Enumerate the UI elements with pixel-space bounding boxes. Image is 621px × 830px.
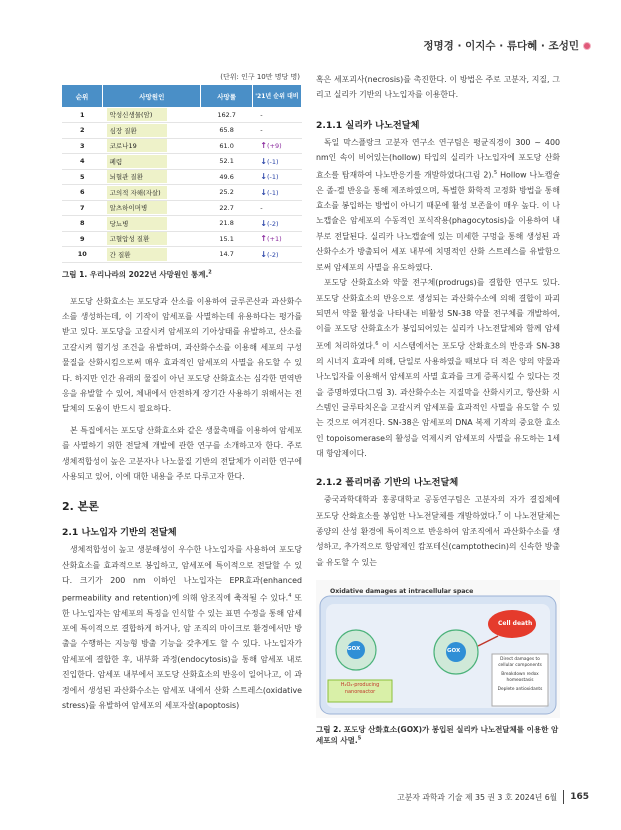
rate-cell: 49.6 [201,169,252,185]
change-text: (-2) [267,250,279,259]
right-p2-part-a: 포도당 산화효소와 약물 전구체(prodrugs)를 결합한 연구도 있다. 포도당 산화효소의 반응으로 생성되는 과산화수소에 의해 결합이 파괴되면서 약물 활성을 나타내는 비활성 SN-38 약물 전구체를 개발하여, 이를 포도당 산화효소가 봉입되어있는 실리카 나노전달체와 함께 암세포에 처리하였다. [316,278,560,351]
figure2-caption [316,724,560,746]
table-row [62,185,302,201]
cause-text: 간 질환 [107,248,167,261]
figure2-title: Oxidative damages at intracellular space [330,588,474,596]
table-row [62,138,302,154]
cause-text: 심장 질환 [107,124,167,137]
col-header-cause: 사망원인 [103,85,201,107]
rank-cell: 10 [62,247,103,263]
rank-cell: 6 [62,185,103,201]
gox-label-right: GOX [447,648,461,655]
change-text: (-1) [267,157,279,166]
right-paragraph-2 [316,275,560,462]
journal-info: 고분자 과학과 기술 제 35 권 3 호 2024년 6월 [397,792,558,802]
header-dot-icon [583,42,591,50]
rate-cell: 162.7 [201,107,252,123]
rate-cell: 14.7 [201,247,252,263]
left-paragraph-1: 포도당 산화효소는 포도당과 산소를 이용하여 글루콘산과 과산화수소를 생성하는데, 이 기작이 암세포를 사멸하는데 유용하다는 평가를 받고 있다. 포도당을 고갈시켜 암세포의 기아상태를 유발하고, 산소를 고갈시켜 혐기성 조건을 유발하며, 과산화수소를 이용해 세포의 구성물질을 산화시킴으로써 매우 효과적인 암세포의 사멸을 유도할 수 있다. 하지만 인간 유래의 물질이 아닌 포도당 산화효소는 심각한 면역반응을 유발할 수 있어, 체내에서 안전하게 장기간 사용하기 위해서는 전달체의 도움이 반드시 필요하다. [62,296,302,414]
table-row [62,216,302,232]
arrow-up-icon: ↑ [260,141,267,151]
rank-cell: 8 [62,216,103,232]
right-column [316,72,560,746]
damage-item-3: Deplete antioxidants [497,687,543,693]
change-cell [252,123,301,139]
rate-cell: 25.2 [201,185,252,201]
left-paragraph-2: 본 특집에서는 포도당 산화효소와 같은 생물촉매를 이용하여 암세포를 사멸하기 위한 전달체 개발에 관한 연구를 소개하고자 한다. 주로 생체적합성이 높은 고분자나 나노물질 기반의 전달체가 이러한 연구에 사용되고 있어, 이에 대한 내용을 주로 다루고자 한다. [62,425,302,481]
page-number: 165 [570,792,589,802]
arrow-down-icon: ↓ [260,218,267,228]
rank-cell: 7 [62,200,103,216]
cause-text: 고혈압성 질환 [107,232,167,245]
cause-text: 당뇨병 [107,217,167,230]
right-p3-part-a: 중국과학대학과 홍콩대학교 공동연구팀은 고분자의 자가 결집체에 포도당 산화효소를 봉입한 나노전달체를 개발하였다. [316,494,560,521]
cause-text: 뇌혈관 질환 [107,170,167,183]
arrow-down-icon: ↓ [260,249,267,259]
table-row [62,247,302,263]
figure1-caption [62,269,302,280]
change-text: - [260,126,263,135]
figure2-text: 포도당 산화효소(GOX)가 봉입된 실리카 나노전달체를 이용한 암세포의 사멸. [316,725,559,746]
table-unit-note: (단위: 인구 10만 명당 명) [220,73,300,81]
table-row [62,154,302,170]
col-header-rate: 사망률 [201,85,252,107]
left-p3-part-a: 생체적합성이 높고 생분해성이 우수한 나노입자를 사용하여 포도당 산화효소를 효과적으로 봉입하고, 암세포에 특이적으로 전달할 수 있다. 크기가 200 nm 이하인 나노입자는 EPR효과(enhanced permeability and retention)에 의해 암조직에 축적될 수 있다. [62,545,302,603]
section-heading-main: 2. 본론 [62,500,99,514]
table-header-row [62,85,302,107]
damage-item-1: Direct damages to cellular components [498,657,542,669]
figure1-text: 우리나라의 2022년 사망원인 통계. [89,269,209,279]
rate-cell: 21.8 [201,216,252,232]
cause-text: 고의적 자해(자살) [107,186,167,199]
change-text: - [260,110,263,119]
col-header-rank: 순위 [62,85,103,107]
footer-divider [563,790,564,804]
table-body [62,107,302,262]
figure1-label: 그림 1. [62,269,88,279]
arrow-down-icon: ↓ [260,156,267,166]
rank-cell: 5 [62,169,103,185]
change-text: (+9) [267,142,282,151]
change-cell [252,138,301,154]
table-row [62,107,302,123]
cause-cell [103,185,201,201]
cause-cell [103,123,201,139]
right-p2-ref: 6 [375,340,379,347]
h2o2-label: H₂O₂-producing nanoreactor [340,682,380,696]
subsection-heading-2-1: 2.1 나노입자 기반의 전달체 [62,527,177,539]
change-cell [252,185,301,201]
left-column [62,72,302,713]
cause-cell [103,216,201,232]
arrow-up-icon: ↑ [260,234,267,244]
right-p1-ref: 5 [493,169,498,176]
subsection-heading-2-1-2: 2.1.2 폴리머좀 기반의 나노전달체 [316,476,459,488]
rank-cell: 1 [62,107,103,123]
cause-cell [103,169,201,185]
cause-cell [103,200,201,216]
damage-item-2: Breakdown redox homeostasis [501,672,539,684]
figure2-label: 그림 2. [316,725,342,735]
change-text: (-1) [267,173,279,182]
right-paragraph-3 [316,492,560,571]
subsection-heading-2-1-1: 2.1.1 실리카 나노전달체 [316,119,420,131]
cause-cell [103,231,201,247]
col-header-change: '21년 순위 대비 [252,85,301,107]
change-cell [252,200,301,216]
rate-cell: 65.8 [201,123,252,139]
change-text: (-2) [267,219,279,228]
change-cell [252,154,301,170]
table-row [62,169,302,185]
right-p2-part-b: 이 시스템에서는 포도당 산화효소의 반응과 SN-38의 시너지 효과에 의해, 단일로 사용하였을 때보다 더 적은 양의 약물과 나노입자를 이용해서 암세포의 사멸 효과를 크게 증폭시킬 수 있다는 것을 증명하였다(그림 3). 과산화수소는 지질막을 산화시키고, 항산화 시스템인 글루타치온을 고갈시켜 암세포를 효과적인 사멸을 유도할 수 있는 것으로 여겨진다. SN-38은 암세포의 DNA 복제 기작의 중요한 효소인 topoisomerase의 활성을 억제시켜 암세포의 사멸을 유도하는 1세대 항암제이다. [316,341,561,459]
cause-cell [103,107,201,123]
change-cell [252,107,301,123]
right-p3-part-b: 이 나노전달체는 종양의 산성 환경에 특이적으로 반응하여 암조직에서 과산화수소를 생성하고, 추가적으로 항암제인 캄포테신(camptothecin)의 신속한 방출을 유도할 수 있는 [316,511,560,567]
page-footer [397,790,589,804]
figure2-ref: 5 [357,735,362,742]
authors-text: 정명경 · 이지수 · 류다혜 · 조성민 [423,40,579,52]
cell-death-label: Cell death [498,620,533,628]
right-p3-ref: 7 [497,511,501,517]
figure2-illustration [316,580,560,718]
cause-cell [103,247,201,263]
change-text: (+1) [267,235,282,244]
rate-cell: 22.7 [201,200,252,216]
arrow-down-icon: ↓ [260,187,267,197]
cause-text: 코로나19 [107,139,167,152]
right-paragraph-0: 혹은 세포괴사(necrosis)를 촉진한다. 이 방법은 주로 고분자, 지질, 그리고 실리카 기반의 나노입자를 이용한다. [316,75,560,100]
gox-label-left: GOX [347,646,361,653]
cause-cell [103,138,201,154]
rate-cell: 61.0 [201,138,252,154]
cause-text: 폐렴 [107,155,167,168]
cause-cell [103,154,201,170]
change-cell [252,247,301,263]
table-row [62,123,302,139]
rank-cell: 4 [62,154,103,170]
change-text: (-1) [267,188,279,197]
header-authors [423,38,591,53]
change-text: - [260,203,263,212]
arrow-down-icon: ↓ [260,172,267,182]
left-paragraph-3 [62,542,302,713]
change-cell [252,231,301,247]
death-cause-table [62,85,302,263]
left-p3-part-b: 또한 나노입자는 암세포의 특징을 인식할 수 있는 표면 수정을 통해 암세포에 특이적으로 결합하게 하거나, 암 조직의 마이크로 환경에서만 방출을 수행하는 지능형 방출 기능을 갖추게도 할 수 있다. 나노입자가 암세포에 결합한 후, 내부화 과정(endocytosis)을 통해 암세포 내로 진입한다. 암세포 내부에서 포도당 산화효소의 반응이 일어나고, 이 과정에서 생성된 과산화수소는 암세포 내에서 산화 스트레스(oxidative stress)를 유발하여 암세포의 세포자살(apoptosis) [62,593,302,711]
change-cell [252,169,301,185]
table-row [62,200,302,216]
left-p3-ref: 4 [288,592,292,599]
cause-text: 악성신생물(암) [107,108,167,121]
rate-cell: 15.1 [201,231,252,247]
rank-cell: 3 [62,138,103,154]
damage-list [494,657,546,693]
rate-cell: 52.1 [201,154,252,170]
cause-text: 알츠하이머병 [107,201,167,214]
right-paragraph-1 [316,135,560,275]
figure1-ref: 2 [208,269,212,275]
rank-cell: 9 [62,231,103,247]
change-cell [252,216,301,232]
rank-cell: 2 [62,123,103,139]
table-row [62,231,302,247]
right-p1-part-b: Hollow 나노캡슐은 졸-겔 반응을 통해 제조하였으며, 특별한 화학적 고정화 방법을 통해 효소를 봉입하는 방법이 아니기 때문에 활성 보존율이 매우 높다. 이 나노캡슐은 암세포의 수동적인 포식작용(phagocytosis)을 이용하여 내부로 전달된다. 실리카 나노캡슐에 있는 미세한 구멍을 통해 생성된 과산화수소가 방출되어 세포 내부에 치명적인 산화 스트레스를 유발함으로써 암세포의 사멸을 유도하였다. [316,170,560,272]
right-p1-part-a: 독일 막스플랑크 고분자 연구소 연구팀은 평균직경이 300 ~ 400 nm인 속이 비어있는(hollow) 타입의 실리카 나노입자에 포도당 산화효소를 탑재하여 나노반응기를 개발하였다(그림 2). [316,137,560,180]
